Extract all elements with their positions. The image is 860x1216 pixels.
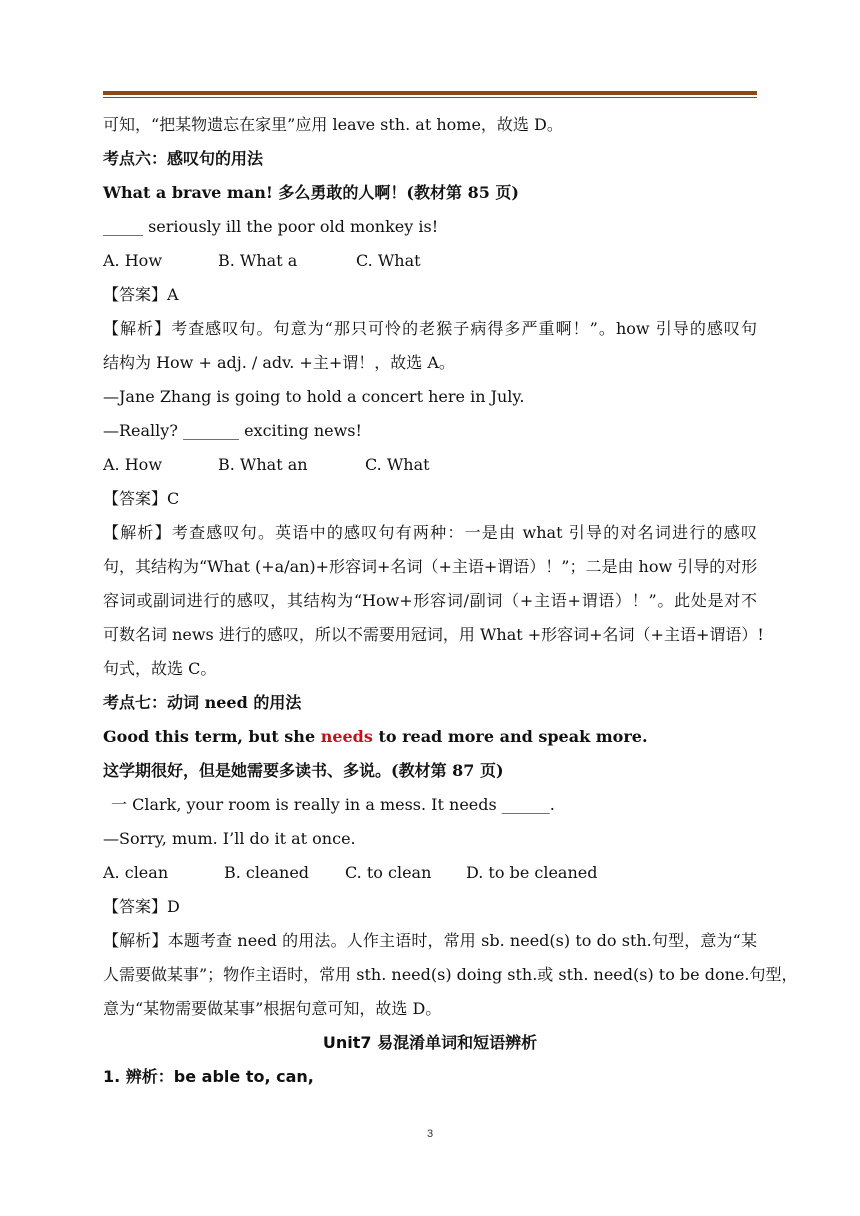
answer-line: 【答案】D (103, 897, 180, 916)
highlighted-word: needs (320, 727, 373, 746)
explanation-line: 容词或副词进行的感叹，其结构为“How+形容词/副词（+主语+谓语）！”。此处是对不 (103, 591, 757, 610)
example-sentence: What a brave man! 多么勇敢的人啊！(教材第 85 页) (103, 183, 519, 202)
document-body (103, 108, 798, 1094)
answer-options (103, 856, 757, 890)
explanation-line: 人需要做某事”；物作主语时，常用 sth. need(s) doing sth.或 sth. need(s) to be done.句型， (103, 965, 798, 984)
answer-line: 【答案】A (103, 285, 179, 304)
option-a: A. How (103, 251, 163, 270)
option-b: B. What a (218, 251, 298, 270)
text-line: 可知，“把某物遗忘在家里”应用 leave sth. at home，故选 D。 (103, 115, 563, 134)
option-c: C. to clean (345, 863, 432, 882)
option-a: A. clean (103, 863, 169, 882)
option-a: A. How (103, 455, 163, 474)
option-d: D. to be cleaned (466, 863, 598, 882)
answer-options (103, 448, 757, 482)
section-heading: 考点六：感叹句的用法 (103, 149, 264, 168)
explanation-line: 句式，故选 C。 (103, 659, 217, 678)
explanation-line: 句，其结构为“What (+a/an)+形容词+名词（+主语+谓语）！”；二是由 how 引导的对形 (103, 557, 758, 576)
option-c: C. What (365, 455, 430, 474)
answer-line: 【答案】C (103, 489, 180, 508)
explanation-line: 【解析】考查感叹句。句意为“那只可怜的老猴子病得多严重啊！”。how 引导的感叹句 (103, 319, 757, 338)
option-b: B. cleaned (224, 863, 310, 882)
option-b: B. What an (218, 455, 308, 474)
list-item-heading: 1. 辨析：be able to, can, (103, 1067, 314, 1086)
unit-title: Unit7 易混淆单词和短语辨析 (322, 1033, 538, 1052)
question-stem: —Sorry, mum. I’ll do it at once. (103, 829, 356, 848)
question-stem: _____ seriously ill the poor old monkey is! (103, 217, 439, 236)
header-rule-thick (103, 91, 757, 95)
explanation-line: 【解析】考查感叹句。英语中的感叹句有两种：一是由 what 引导的对名词进行的感叹 (103, 523, 757, 542)
explanation-line: 【解析】本题考查 need 的用法。人作主语时，常用 sb. need(s) to do sth.句型，意为“某 (103, 931, 757, 950)
explanation-line: 可数名词 news 进行的感叹，所以不需要用冠词，用 What +形容词+名词（+主语+谓语）! (103, 625, 764, 644)
explanation-line: 结构为 How + adj. / adv. +主+谓！，故选 A。 (103, 353, 455, 372)
section-heading: 考点七：动词 need 的用法 (103, 693, 302, 712)
example-text: Good this term, but she (103, 727, 321, 746)
question-stem: 一 Clark, your room is really in a mess. It needs ______. (111, 795, 555, 814)
example-text: to read more and speak more. (372, 727, 648, 746)
explanation-line: 意为“某物需要做某事”根据句意可知，故选 D。 (103, 999, 442, 1018)
question-stem: —Jane Zhang is going to hold a concert here in July. (103, 387, 525, 406)
question-stem: —Really? _______ exciting news! (103, 421, 362, 440)
example-translation: 这学期很好，但是她需要多读书、多说。(教材第 87 页) (103, 761, 504, 780)
option-c: C. What (356, 251, 421, 270)
example-sentence (103, 720, 757, 754)
header-rule-thin (103, 97, 757, 98)
page-number: 3 (426, 1128, 434, 1140)
answer-options (103, 244, 757, 278)
